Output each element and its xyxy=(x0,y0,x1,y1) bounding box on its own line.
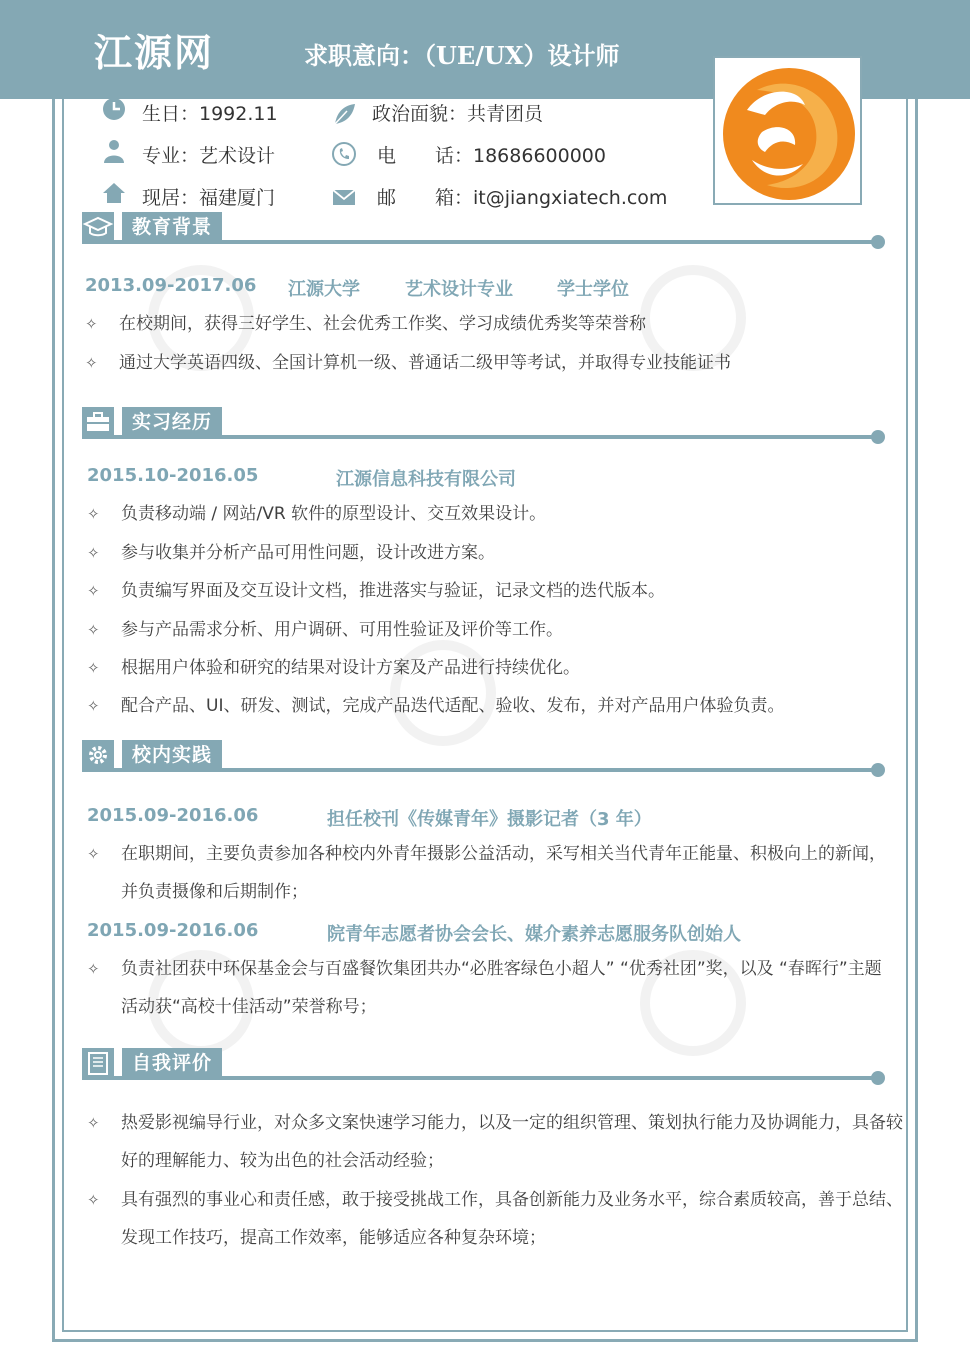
major: 专业：艺术设计 xyxy=(142,145,276,167)
section-divider xyxy=(82,768,878,772)
political-status: 政治面貌：共青团员 xyxy=(372,103,544,125)
list-item: ✧ 在校期间，获得三好学生、社会优秀工作奖、学习成绩优秀奖等荣誉称 xyxy=(85,305,875,343)
section-internship-header xyxy=(82,405,888,439)
bullet-mark: ✧ xyxy=(87,697,100,715)
list-item: ✧ 负责编写界面及交互设计文档，推进落实与验证，记录文档的迭代版本。 xyxy=(87,572,877,610)
section-divider-dot xyxy=(871,1071,885,1085)
campus-date: 2015.09-2016.06 xyxy=(87,920,259,941)
internship-date: 2015.10-2016.05 xyxy=(87,465,259,486)
list-item: ✧ 负责社团获中环保基金会与百盛餐饮集团共办“必胜客绿色小超人” “优秀社团”奖，以及 “春晖行”主题活动获“高校十佳活动”荣誉称号； xyxy=(87,950,887,1026)
education-major: 艺术设计专业 xyxy=(405,279,513,300)
section-title: 自我评价 xyxy=(122,1048,222,1078)
bullet-mark: ✧ xyxy=(87,845,100,863)
user-icon xyxy=(101,138,127,164)
email-address[interactable]: 箱：it@jiangxiatech.com xyxy=(435,187,668,209)
notebook-icon xyxy=(82,1048,114,1078)
bullet-mark: ✧ xyxy=(87,505,100,523)
home-icon xyxy=(101,180,127,206)
education-degree: 学士学位 xyxy=(557,279,629,300)
section-divider-dot xyxy=(871,235,885,249)
section-divider xyxy=(82,240,878,244)
list-item: ✧ 配合产品、UI、研发、测试，完成产品迭代适配、验收、发布，并对产品用户体验负责。 xyxy=(87,687,877,725)
section-self-header xyxy=(82,1046,888,1080)
gear-icon xyxy=(82,740,114,770)
birth-date: 生日：1992.11 xyxy=(142,103,278,125)
bullet-mark: ✧ xyxy=(85,354,98,372)
section-campus-header xyxy=(82,738,888,772)
bullet-mark: ✧ xyxy=(87,582,100,600)
graduation-cap-icon xyxy=(82,212,114,242)
list-item: ✧ 热爱影视编导行业，对众多文案快速学习能力，以及一定的组织管理、策划执行能力及协调能力，具备较好的理解能力、较为出色的社会活动经验； xyxy=(87,1104,903,1180)
residence: 现居：福建厦门 xyxy=(142,187,276,209)
list-item: ✧ 具有强烈的事业心和责任感，敢于接受挑战工作，具备创新能力及业务水平，综合素质较高，善于总结、发现工作技巧，提高工作效率，能够适应各种复杂环境； xyxy=(87,1181,903,1257)
internship-company: 江源信息科技有限公司 xyxy=(336,469,516,490)
bullet-mark: ✧ xyxy=(87,659,100,677)
list-item: ✧ 参与收集并分析产品可用性问题，设计改进方案。 xyxy=(87,534,877,572)
job-title: 求职意向：（UE/UX）设计师 xyxy=(304,41,620,70)
list-item: ✧ 负责移动端 / 网站/VR 软件的原型设计、交互效果设计。 xyxy=(87,495,877,533)
phone-number[interactable]: 话：18686600000 xyxy=(435,145,606,167)
site-logo: 江源网 xyxy=(94,30,215,75)
briefcase-icon xyxy=(82,407,114,437)
bullet-mark: ✧ xyxy=(87,960,100,978)
phone-icon xyxy=(331,141,357,167)
email-label: 邮 xyxy=(377,187,397,209)
section-divider xyxy=(82,1076,878,1080)
list-item: ✧ 参与产品需求分析、用户调研、可用性验证及评价等工作。 xyxy=(87,611,877,649)
campus-role: 担任校刊《传媒青年》摄影记者（3 年） xyxy=(327,809,652,830)
bullet-mark: ✧ xyxy=(87,1191,100,1209)
section-divider xyxy=(82,435,878,439)
clock-icon xyxy=(101,96,127,122)
mail-icon xyxy=(331,184,357,210)
section-education-header xyxy=(82,210,888,244)
phone-label: 电 xyxy=(377,145,397,167)
list-item: ✧ 根据用户体验和研究的结果对设计方案及产品进行持续优化。 xyxy=(87,649,877,687)
section-divider-dot xyxy=(871,763,885,777)
section-title: 实习经历 xyxy=(122,407,222,437)
orange-logo-icon xyxy=(717,60,858,201)
profile-photo xyxy=(713,56,862,205)
bullet-mark: ✧ xyxy=(87,544,100,562)
education-date: 2013.09-2017.06 xyxy=(85,275,257,296)
list-item: ✧ 通过大学英语四级、全国计算机一级、普通话二级甲等考试，并取得专业技能证书 xyxy=(85,344,875,382)
bullet-mark: ✧ xyxy=(87,621,100,639)
bullet-mark: ✧ xyxy=(87,1114,100,1132)
section-divider-dot xyxy=(871,430,885,444)
campus-role: 院青年志愿者协会会长、媒介素养志愿服务队创始人 xyxy=(327,924,741,945)
education-school: 江源大学 xyxy=(288,279,360,300)
section-title: 教育背景 xyxy=(122,212,222,242)
list-item: ✧ 在职期间，主要负责参加各种校内外青年摄影公益活动，采写相关当代青年正能量、积极向上的新闻，并负责摄像和后期制作； xyxy=(87,835,887,911)
leaf-icon xyxy=(331,101,357,127)
bullet-mark: ✧ xyxy=(85,315,98,333)
campus-date: 2015.09-2016.06 xyxy=(87,805,259,826)
section-title: 校内实践 xyxy=(122,740,222,770)
